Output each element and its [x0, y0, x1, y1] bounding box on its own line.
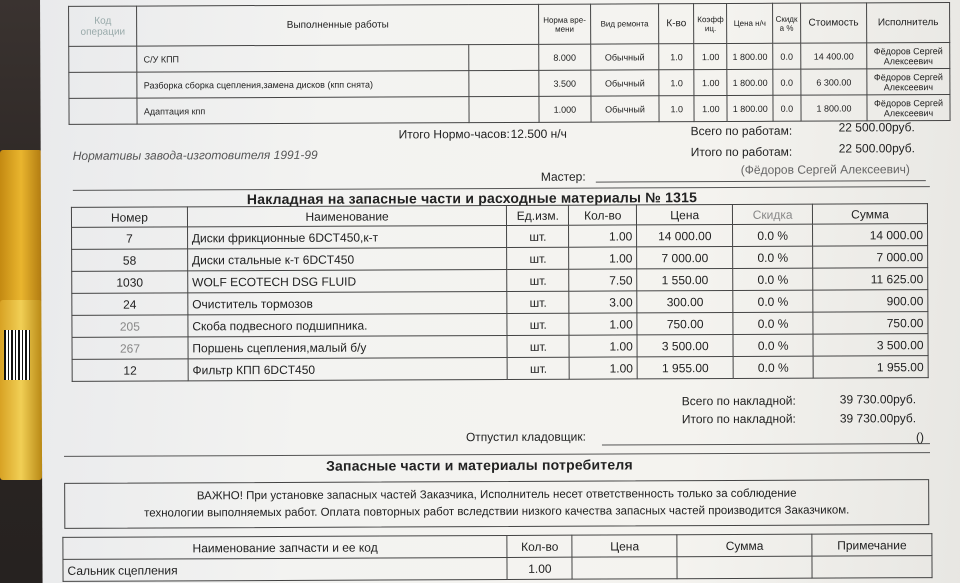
- norm-hours-value: 12.500 н/ч: [510, 126, 567, 141]
- part-disc: 0.0 %: [733, 334, 813, 356]
- work-executor: Фёдоров Сергей Алексеевич: [867, 95, 950, 121]
- part-name: Поршень сцепления,малый б/у: [188, 335, 508, 358]
- part-name: Диски стальные к-т 6DCT450: [187, 247, 507, 270]
- part-name: WOLF ECOTECH DSG FLUID: [188, 269, 508, 292]
- part-qty: 1.00: [569, 247, 637, 269]
- part-num: 58: [72, 249, 188, 272]
- col-price: Цена н/ч: [727, 3, 773, 43]
- work-cost: 1 800.00: [801, 95, 867, 121]
- part-name: Диски фрикционные 6DCT450,к-т: [187, 225, 507, 248]
- col-name: Наименование: [187, 205, 507, 226]
- part-sum: 900.00: [813, 290, 928, 313]
- work-table-header: [69, 3, 950, 47]
- part-unit: шт.: [507, 247, 569, 269]
- table-row: [69, 95, 950, 125]
- work-executor: Фёдоров Сергей Алексеевич: [867, 69, 950, 95]
- part-unit: шт.: [507, 291, 569, 313]
- col-executor: Исполнитель: [867, 3, 950, 43]
- part-price: 750.00: [637, 312, 733, 334]
- work-type: Обычный: [591, 96, 659, 122]
- part-qty: 1.00: [569, 225, 637, 247]
- work-qty: 1.0: [659, 44, 694, 70]
- table-row: [63, 556, 932, 582]
- part-unit: шт.: [507, 335, 569, 357]
- part-qty: 7.50: [569, 269, 637, 291]
- col-repair-type: Вид ремонта: [590, 4, 659, 44]
- part-price: 7 000.00: [637, 246, 733, 268]
- master-value: (Фёдоров Сергей Алексеевич): [740, 162, 910, 177]
- part-price: 14 000.00: [637, 224, 733, 246]
- work-name: Адаптация кпп: [137, 97, 468, 124]
- part-unit: шт.: [507, 357, 569, 379]
- table-row: [69, 43, 950, 73]
- part-price: 1 955.00: [637, 356, 733, 378]
- col-price: Цена: [637, 204, 733, 224]
- part-num: 24: [72, 293, 188, 316]
- part-sum: 1 955.00: [813, 356, 928, 379]
- work-coef: 1.00: [694, 44, 727, 70]
- work-table: [68, 2, 951, 125]
- consumer-parts-table: [62, 533, 932, 582]
- part-disc: 0.0 %: [733, 246, 813, 268]
- col-part-name: Наименование запчасти и ее код: [63, 535, 507, 559]
- part-name: Очиститель тормозов: [188, 291, 508, 314]
- consumer-title: Запасные части и материалы потребителя: [326, 456, 633, 474]
- part-price: 3 500.00: [637, 334, 733, 356]
- work-price: 1 800.00: [727, 69, 773, 95]
- consumer-part-price: [572, 557, 677, 579]
- part-qty: 1.00: [569, 313, 637, 335]
- notice-line-2: технологии выполняемых работ. Оплата повторных работ вследствии низкого качества запасных частей производится Заказчиком.: [144, 504, 850, 520]
- storekeeper-value: (): [915, 430, 924, 445]
- part-sum: 11 625.00: [813, 268, 928, 291]
- work-price: 1 800.00: [727, 43, 773, 69]
- master-label: Мастер:: [540, 169, 586, 184]
- col-sum: Сумма: [677, 534, 812, 557]
- invoice-all-value: 39 730.00руб.: [839, 392, 917, 407]
- invoice-total-value: 39 730.00руб.: [839, 411, 917, 426]
- col-sum: Сумма: [813, 204, 928, 225]
- document-paper: [40, 0, 960, 583]
- part-num: 7: [72, 227, 188, 250]
- total-work-value: 22 500.00руб.: [838, 141, 915, 156]
- parts-table: [71, 203, 929, 382]
- part-sum: 7 000.00: [813, 246, 928, 269]
- part-num: 12: [72, 359, 188, 382]
- invoice-total-label: Итого по накладной:: [681, 411, 796, 427]
- work-cost: 14 400.00: [801, 43, 867, 69]
- total-work-label: Итого по работам:: [690, 144, 793, 160]
- work-price: 1 800.00: [727, 95, 773, 121]
- work-type: Обычный: [591, 44, 659, 70]
- invoice-all-label: Всего по накладной:: [681, 393, 796, 409]
- part-num: 205: [72, 315, 188, 338]
- consumer-part-sum: [677, 556, 812, 579]
- consumer-part-name: Сальник сцепления: [63, 557, 507, 581]
- work-qty: 1.0: [659, 70, 694, 96]
- norms-note: Нормативы завода-изготовителя 1991-99: [72, 147, 318, 163]
- part-qty: 1.00: [569, 335, 637, 357]
- barcode-icon: [4, 330, 30, 380]
- work-name: Разборка сборка сцепления,замена дисков (кпп снята): [137, 71, 468, 98]
- col-price: Цена: [572, 535, 677, 557]
- part-disc: 0.0 %: [733, 290, 813, 312]
- col-cost: Стоимость: [800, 3, 866, 43]
- table-row: [69, 69, 950, 99]
- col-op-code: Код операции: [69, 6, 138, 46]
- part-sum: 3 500.00: [813, 334, 928, 357]
- work-type: Обычный: [591, 70, 659, 96]
- work-norm: 8.000: [539, 44, 591, 70]
- col-unit: Ед.изм.: [507, 205, 569, 225]
- part-disc: 0.0 %: [733, 268, 813, 290]
- work-disc: 0.0: [773, 69, 801, 95]
- consumer-part-qty: 1.00: [507, 557, 572, 579]
- col-qty: К-во: [659, 4, 694, 44]
- part-price: 300.00: [637, 290, 733, 312]
- col-works: Выполненные работы: [137, 4, 539, 46]
- part-disc: 0.0 %: [733, 356, 813, 378]
- work-name: С/У КПП: [137, 45, 468, 72]
- work-coef: 1.00: [694, 96, 727, 122]
- notice-line-1: ВАЖНО! При установке запасных частей Заказчика, Исполнитель несет ответственность только за соблюдение: [196, 487, 797, 503]
- work-qty: 1.0: [659, 96, 694, 122]
- work-coef: 1.00: [694, 70, 727, 96]
- col-qty: Кол-во: [507, 535, 572, 557]
- part-qty: 1.00: [569, 357, 637, 379]
- invoice-number: 1315: [665, 189, 698, 206]
- storekeeper-signature-line: [602, 443, 930, 445]
- part-qty: 3.00: [569, 291, 637, 313]
- all-work-label: Всего по работам:: [690, 123, 793, 139]
- part-sum: 14 000.00: [813, 224, 928, 247]
- work-disc: 0.0: [773, 43, 801, 69]
- col-discount: Скидк а %: [773, 3, 801, 43]
- important-notice: [64, 479, 929, 529]
- work-norm: 1.000: [539, 96, 591, 122]
- norm-hours-label: Итого Нормо-часов:: [398, 126, 510, 142]
- part-sum: 750.00: [813, 312, 928, 335]
- col-qty: Кол-во: [569, 205, 637, 225]
- work-disc: 0.0: [773, 95, 801, 121]
- part-disc: 0.0 %: [733, 312, 813, 334]
- work-executor: Фёдоров Сергей Алексеевич: [867, 43, 950, 69]
- consumer-part-note: [812, 556, 932, 579]
- col-discount: Скидка: [733, 204, 813, 224]
- storekeeper-label: Отпустил кладовщик:: [465, 429, 586, 445]
- master-signature-line: [596, 180, 926, 182]
- invoice-title: Накладная на запасные части и расходные материалы № 1315: [246, 189, 698, 208]
- part-unit: шт.: [507, 313, 569, 335]
- col-number: Номер: [71, 207, 187, 228]
- col-norm: Норма вре-мени: [539, 4, 591, 44]
- yellow-package: [0, 150, 42, 310]
- yellow-package-barcode: [0, 300, 42, 480]
- col-note: Примечание: [812, 534, 932, 557]
- part-num: 1030: [72, 271, 188, 294]
- part-name: Скоба подвесного подшипника.: [188, 313, 508, 336]
- part-disc: 0.0 %: [733, 224, 813, 246]
- table-row: [72, 356, 928, 382]
- part-name: Фильтр КПП 6DCT450: [188, 357, 508, 380]
- part-num: 267: [72, 337, 188, 360]
- col-coef: Коэфф иц.: [694, 4, 727, 44]
- all-work-value: 22 500.00руб.: [838, 120, 915, 135]
- part-unit: шт.: [507, 269, 569, 291]
- part-unit: шт.: [507, 225, 569, 247]
- work-cost: 6 300.00: [801, 69, 867, 95]
- work-norm: 3.500: [539, 70, 591, 96]
- part-price: 1 550.00: [637, 268, 733, 290]
